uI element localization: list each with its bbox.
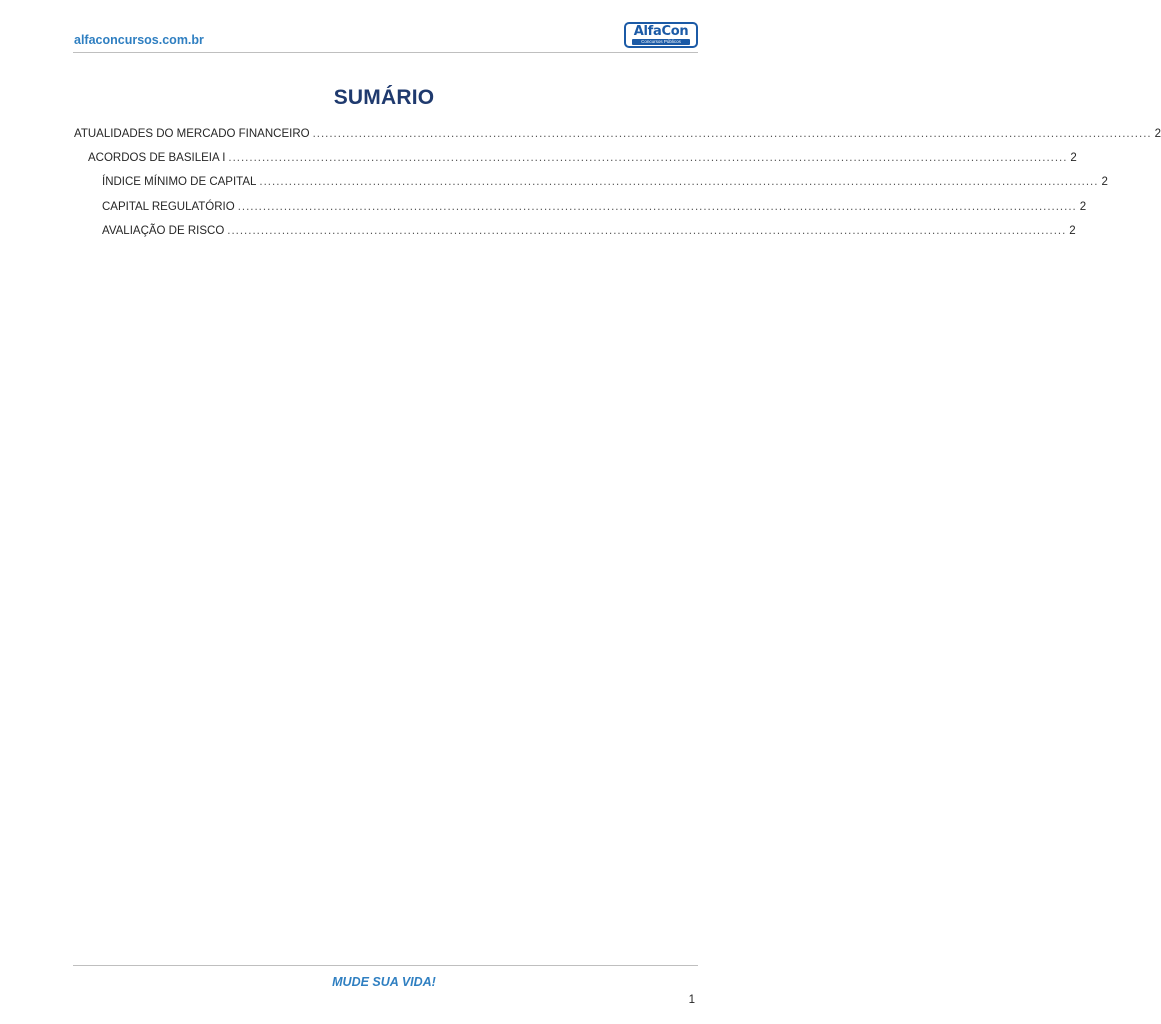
toc-entry-atualidades[interactable] xyxy=(74,128,1161,152)
footer-divider xyxy=(73,965,698,966)
toc-entry-page: 2 xyxy=(1101,176,1108,189)
toc-leader-dots: ........................................................................................................................................................................................................ xyxy=(312,128,1152,140)
toc-leader-dots: ........................................................................................................................................................................................................ xyxy=(227,224,1067,237)
toc-entry-avaliacao-risco[interactable] xyxy=(74,224,1076,249)
page-number: 1 xyxy=(688,994,695,1006)
toc-entry-page: 2 xyxy=(1079,200,1087,213)
footer-slogan: MUDE SUA VIDA! xyxy=(332,975,436,989)
toc-entry-label: ÍNDICE MÍNIMO DE CAPITAL xyxy=(102,176,257,189)
page-title: SUMÁRIO xyxy=(333,86,435,109)
table-of-contents xyxy=(74,128,1161,249)
toc-entry-page: 2 xyxy=(1069,224,1076,237)
site-url-link[interactable]: alfaconcursos.com.br xyxy=(74,33,204,47)
toc-entry-label: ACORDOS DE BASILEIA I xyxy=(88,152,226,165)
toc-leader-dots: ........................................................................................................................................................................................................ xyxy=(259,176,1099,189)
logo-text: AlfaCon xyxy=(633,24,689,39)
toc-entry-page: 2 xyxy=(1154,128,1161,140)
toc-entry-indice-minimo[interactable] xyxy=(74,176,1108,200)
toc-entry-capital-regulatorio[interactable] xyxy=(74,200,1087,225)
toc-entry-label: AVALIAÇÃO DE RISCO xyxy=(102,224,225,237)
toc-entry-page: 2 xyxy=(1070,152,1077,165)
alfacon-logo xyxy=(624,22,698,48)
toc-entry-acordos-basileia[interactable] xyxy=(74,152,1077,176)
page-header xyxy=(73,22,698,53)
toc-entry-label: CAPITAL REGULATÓRIO xyxy=(102,200,235,213)
toc-leader-dots: ........................................................................................................................................................................................................ xyxy=(228,152,1068,165)
toc-leader-dots: ........................................................................................................................................................................................................ xyxy=(237,200,1077,213)
toc-entry-label: ATUALIDADES DO MERCADO FINANCEIRO xyxy=(74,128,310,140)
logo-subtitle: Concursos Públicos xyxy=(632,39,690,45)
